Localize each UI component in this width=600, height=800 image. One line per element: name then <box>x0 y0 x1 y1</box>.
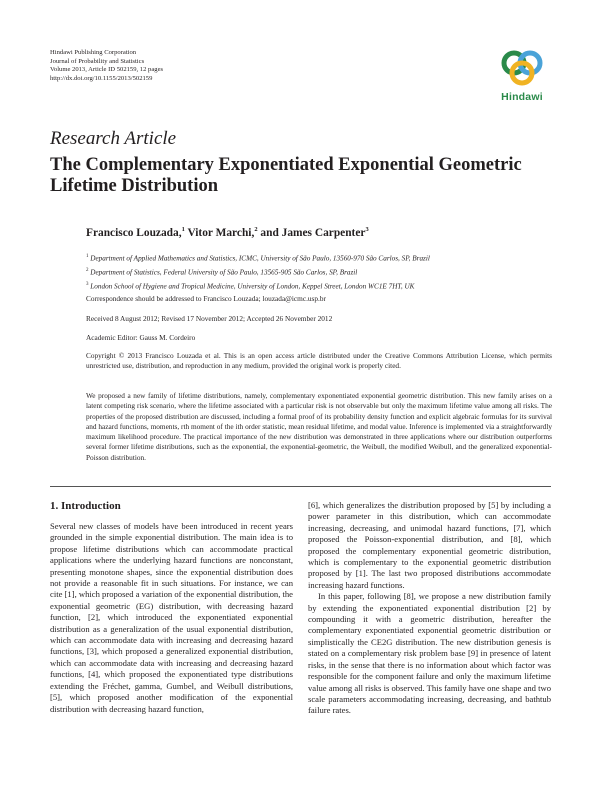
volume-info: Volume 2013, Article ID 502159, 12 pages <box>50 66 164 74</box>
body-paragraph: Several new classes of models have been introduced in recent years grounded in the simple exponential distribution. The main idea is to propose lifetime distributions which can accommodate practical applications where the underlying hazard functions are nonconstant, presenting monotone shapes, since the exponential distribution does not provide a reasonable fit in such situations. For instance, we can cite [1], which proposed a variation of the exponential distribution, the exponential geometric (EG) distribution, with decreasing hazard function, [2], which introduced the exponentiated exponential distribution as a generalization of the usual exponential distribution, which can accommodate data with increasing and decreasing hazard functions, [3], which proposed a generalized exponential distribution, which can accommodate data with increasing and decreasing hazard functions, [4], which proposed the exponentiated type distributions extending the Fréchet, gamma, Gumbel, and Weibull distributions, [5], which proposed another modification of the exponential distribution with decreasing hazard function, <box>50 521 293 714</box>
copyright-notice: Copyright © 2013 Francisco Louzada et al. This is an open access article distributed under the Creative Commons Attribution License, which permits unrestricted use, distribution, and reproduction in any medium, provided the original work is properly cited. <box>86 351 552 371</box>
author-affil-marker: 2 <box>254 226 258 233</box>
affiliation-marker: 2 <box>86 267 89 273</box>
doi-link[interactable]: http://dx.doi.org/10.1155/2013/502159 <box>50 74 153 82</box>
author-affil-marker: 3 <box>365 226 369 233</box>
paper-title: The Complementary Exponentiated Exponential Geometric Lifetime Distribution <box>50 155 522 196</box>
author-affil-marker: 1 <box>181 226 185 233</box>
body-paragraph: In this paper, following [8], we propose a new distribution family by extending the exponentiated exponential distribution [2] by compounding it with a geometric distribution, hereafter the complementary exponentiated exponential geometric distribution or simplistically the CE2G distribution. The new distribution genesis is stated on a complementary risk problem base [9] in presence of latent risks, in the sense that there is no information about which factor was responsible for the component failure and only the maximum lifetime value among all risks is observed. This family have one shape and two scale parameters accommodating increasing, decreasing, and bathtub failure rates. <box>308 591 551 716</box>
affiliations <box>86 251 430 293</box>
section-divider <box>50 486 551 487</box>
publisher: Hindawi Publishing Corporation <box>50 49 137 56</box>
author-list <box>86 226 369 239</box>
received-dates: Received 8 August 2012; Revised 17 November 2012; Accepted 26 November 2012 <box>86 314 333 323</box>
logo-wordmark: Hindawi <box>501 91 543 103</box>
journal-name: Journal of Probability and Statistics <box>50 57 145 65</box>
article-type: Research Article <box>50 128 177 149</box>
author-name: Francisco Louzada, <box>86 226 182 239</box>
abstract: We proposed a new family of lifetime distributions, namely, complementary exponentiated exponential geometric distribution. This new family arises on a latent competing risk scenario, where the lifetime associated with a particular risk is not observable but only the maximum lifetime value among all risks. The properties of the proposed distribution are discussed, including a formal proof of its probability density function and explicit algebraic formulas for its survival and hazard functions, moments, rth moment of the ith order statistic, mean residual lifetime, and modal value. Inference is implemented via a straightforwardly maximum likelihood procedure. The practical importance of the new distribution was demonstrated in three applications where our distribution outperforms several former lifetime distributions, such as the exponential, the exponential-geometric, the Weibull, the modified Weibull, and the generalized exponential-Poisson distribution. <box>86 391 552 462</box>
correspondence: Correspondence should be addressed to Francisco Louzada; louzada@icmc.usp.br <box>86 294 326 303</box>
affiliation-marker: 1 <box>86 254 89 259</box>
academic-editor: Academic Editor: Gauss M. Cordeiro <box>86 333 196 342</box>
affiliation-marker: 3 <box>86 281 89 287</box>
hindawi-logo <box>493 45 551 105</box>
affiliation-text: Department of Statistics, Federal University of São Paulo, 13565-905 São Carlos, SP, Brazil <box>90 268 358 277</box>
body-paragraph: [6], which generalizes the distribution proposed by [5] by including a power parameter in this distribution, which can accommodate increasing, decreasing, and unimodal hazard functions, [7], which proposed the Poisson-exponential distribution, and [8], which proposed the complementary exponential geometric distribution, which is complementary to the exponential geometric distribution proposed by [1]. The last two proposed distributions accommodate increasing hazard functions. <box>308 500 551 590</box>
body-column-right <box>308 500 551 717</box>
section-heading: 1. Introduction <box>50 500 121 512</box>
affiliation-line <box>86 265 430 279</box>
affiliation-text: Department of Applied Mathematics and Statistics, ICMC, University of São Paulo, 13560-970 São Carlos, SP, Brazil <box>90 254 430 263</box>
hindawi-rings-icon <box>493 45 551 91</box>
author-name: and James Carpenter <box>257 226 366 239</box>
author-name: Vitor Marchi, <box>184 226 255 239</box>
affiliation-line <box>86 251 430 265</box>
affiliation-text: London School of Hygiene and Tropical Medicine, University of London, Keppel Street, London WC1E 7HT, UK <box>90 282 415 291</box>
journal-header <box>50 49 163 83</box>
affiliation-line <box>86 279 430 293</box>
body-column-left <box>50 521 293 715</box>
